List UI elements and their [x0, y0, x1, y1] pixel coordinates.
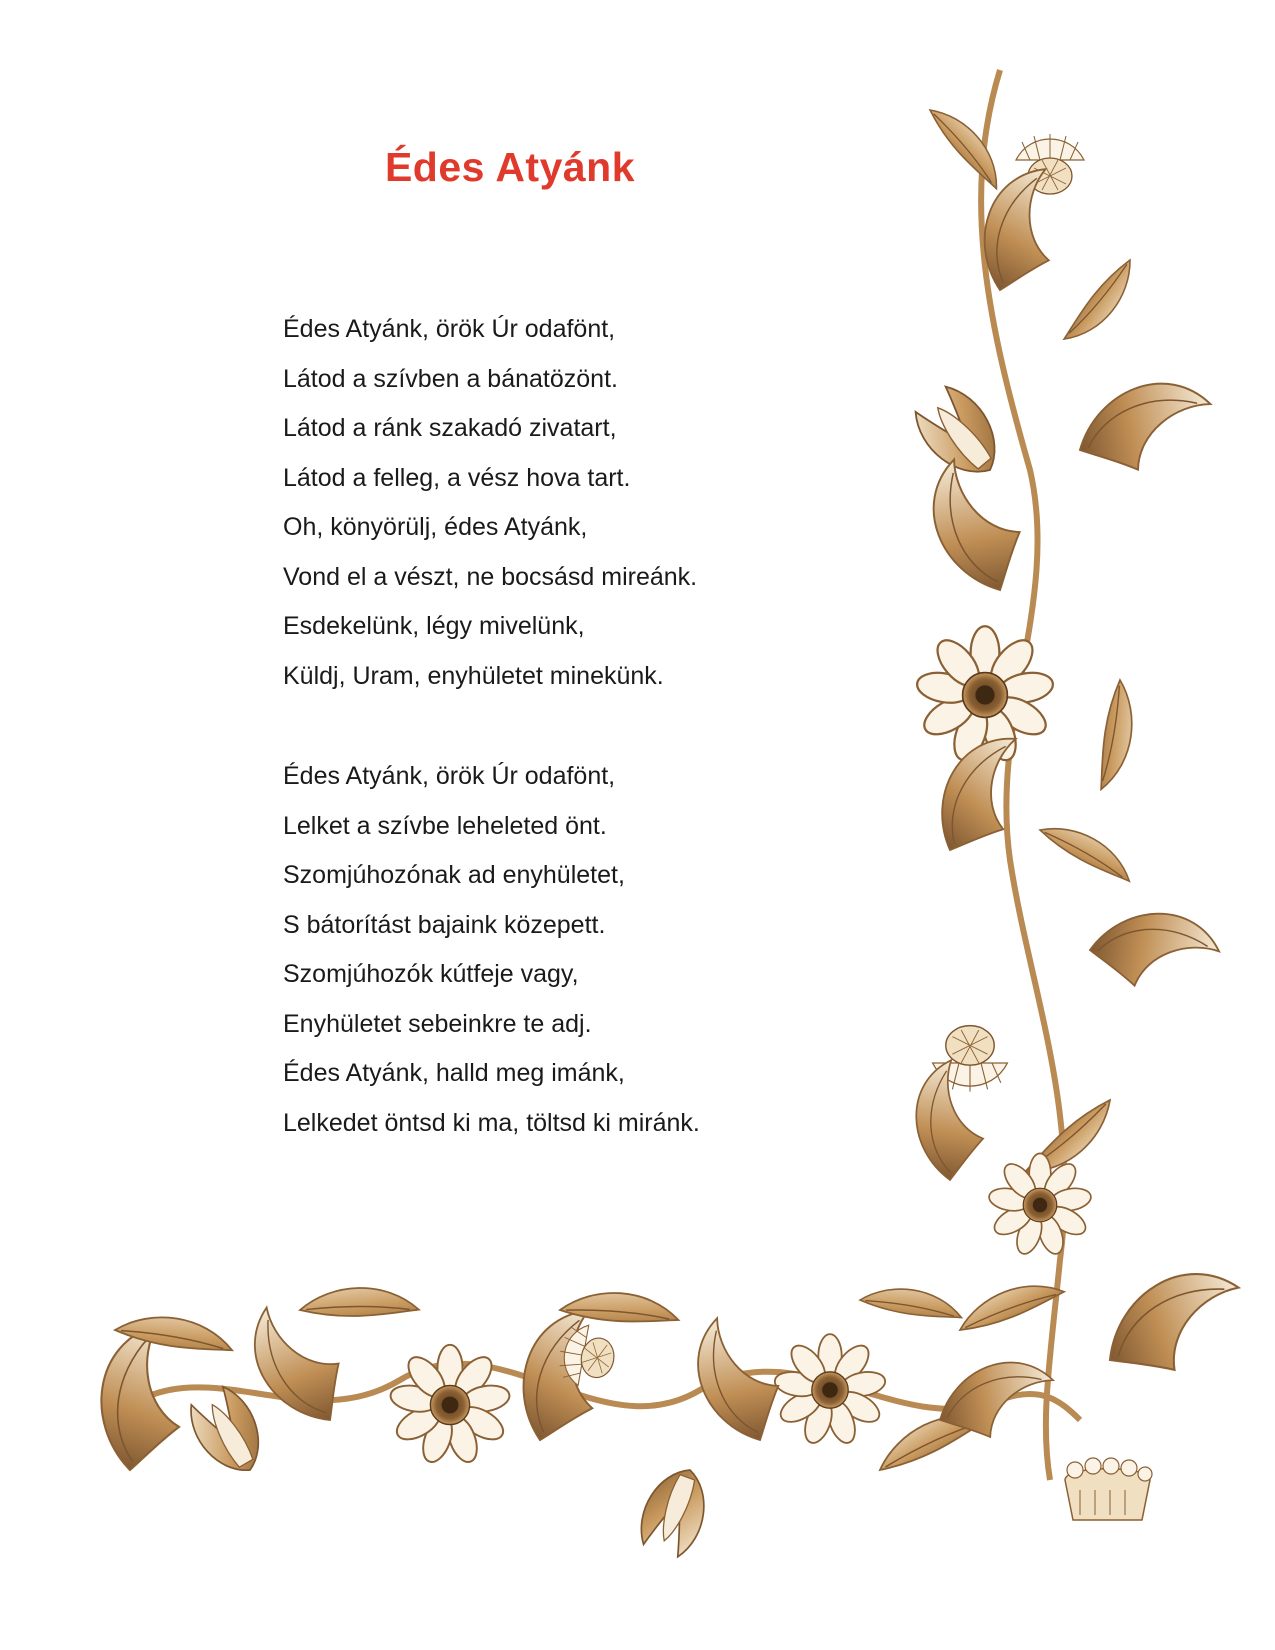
- poem-line: Enyhületet sebeinkre te adj.: [283, 1009, 592, 1038]
- poem-line: Édes Atyánk, halld meg imánk,: [283, 1059, 625, 1087]
- page-title: Édes Atyánk: [384, 144, 636, 190]
- poem-line: Szomjúhozónak ad enyhületet,: [283, 861, 625, 889]
- poem-line: Lelket a szívbe leheleted önt.: [283, 811, 607, 840]
- poem-line: Édes Atyánk, örök Úr odafönt,: [283, 315, 616, 343]
- poem-line: Látod a szívben a bánatözönt.: [283, 364, 618, 393]
- poem-line: Oh, könyörülj, édes Atyánk,: [283, 513, 588, 541]
- poem-line: Látod a felleg, a vész hova tart.: [283, 463, 631, 492]
- bottom-border: [70, 1273, 1080, 1561]
- poem-line: Vond el a vészt, ne bocsásd mireánk.: [283, 562, 698, 591]
- poem-line: Édes Atyánk, örök Úr odafönt,: [283, 762, 616, 790]
- poem: [283, 305, 883, 1148]
- stanza-2: [283, 752, 883, 1148]
- poem-line: Lelkedet öntsd ki ma, töltsd ki miránk.: [283, 1108, 700, 1137]
- poem-line: Látod a ránk szakadó zivatart,: [283, 414, 617, 442]
- poem-line: Küldj, Uram, enyhületet minekünk.: [283, 661, 664, 690]
- poem-line: Szomjúhozók kútfeje vagy,: [283, 960, 579, 988]
- poem-line: Esdekelünk, légy mivelünk,: [283, 612, 585, 640]
- stanza-1: [283, 305, 883, 701]
- poem-line: S bátorítást bajaink közepett.: [283, 910, 606, 939]
